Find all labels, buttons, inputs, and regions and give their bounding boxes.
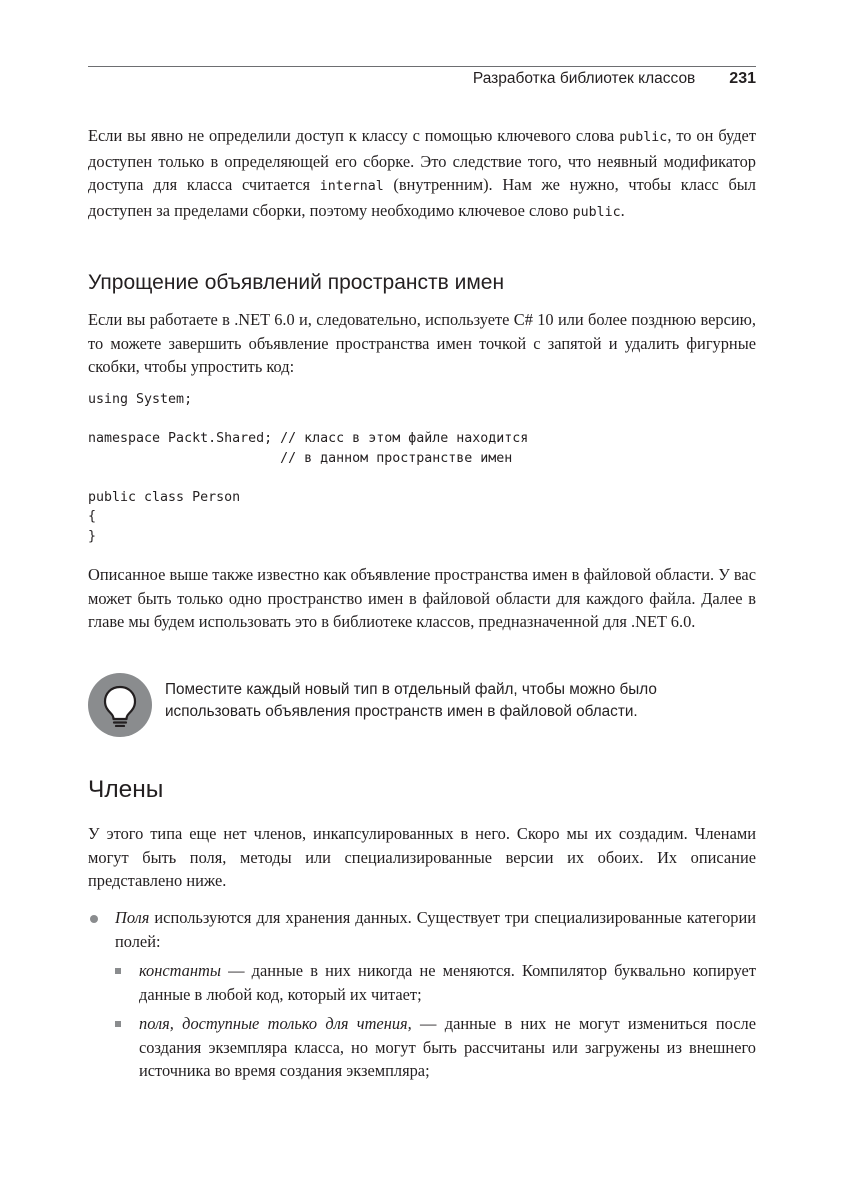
file-scoped-paragraph: Описанное выше также известно как объявление пространства имен в файловой области. У вас может быть только одно пространство имен в файловой области для каждого файла. Далее в главе мы будем использовать это в библиотеке классов, предназначенной для .NET 6.0.	[88, 565, 756, 631]
bullet-square-icon	[115, 1021, 121, 1027]
inline-code: public	[619, 130, 668, 145]
members-paragraph: У этого типа еще нет членов, инкапсулированных в него. Скоро мы их создадим. Членами могут быть поля, методы или специализированные версии их обоих. Их описание представлено ниже.	[88, 824, 756, 890]
lightbulb-icon	[88, 673, 152, 737]
list-item: поля, доступные только для чтения, — данные в них не могут измениться после создания экземпляра класса, но могут быть рассчитаны или загружены из внешнего источника во время создания экземпляра;	[115, 1012, 756, 1083]
section-title: Разработка библиотек классов	[472, 70, 696, 87]
bullet-square-icon	[115, 968, 121, 974]
list-item: константы — данные в них никогда не меняются. Компилятор буквально копирует данные в любой код, который их читает;	[115, 959, 756, 1006]
header-rule	[88, 66, 756, 67]
fields-sublist	[115, 959, 756, 1083]
section-heading-namespaces: Упрощение объявлений пространств имен	[88, 271, 505, 294]
section-heading-members: Члены	[88, 776, 164, 803]
namespaces-paragraph: Если вы работаете в .NET 6.0 и, следовательно, используете C# 10 или более позднюю версию, то можете завершить объявление пространства имен точкой с запятой и удалить фигурные скобки, чтобы упростить код:	[88, 310, 756, 376]
members-list	[88, 906, 756, 1089]
bullet-dot-icon	[90, 915, 98, 923]
list-item: Поля используются для хранения данных. Существует три специализированные категории полей: константы — данные в них никогда не меняются. Компилятор буквально копирует данные в любой код, который их читает; поля, доступные только для чтения, — данные в них не могут измениться после создания экземпляра класса, но могут быть рассчитаны или загружены из внешнего источника во время создания экземпляра;	[88, 906, 756, 1083]
page-number: 231	[729, 70, 756, 87]
inline-code: internal	[319, 179, 384, 194]
running-head	[473, 70, 756, 88]
code-block: using System; namespace Packt.Shared; // класс в этом файле находится // в данном пространстве имен public class Person { }	[88, 392, 529, 544]
inline-code: public	[572, 204, 621, 220]
tip-text: Поместите каждый новый тип в отдельный файл, чтобы можно было использовать объявления пространств имен в файловой области.	[165, 681, 657, 720]
tip-box	[88, 673, 756, 737]
intro-paragraph: Если вы явно не определили доступ к классу с помощью ключевого слова public, то он будет доступен только в определяющей его сборке. Это следствие того, что неявный модификатор доступа для класса считается internal (внутренним). Нам же нужно, чтобы класс был доступен за пределами сборки, поэтому необходимо ключевое слово public.	[88, 126, 756, 220]
